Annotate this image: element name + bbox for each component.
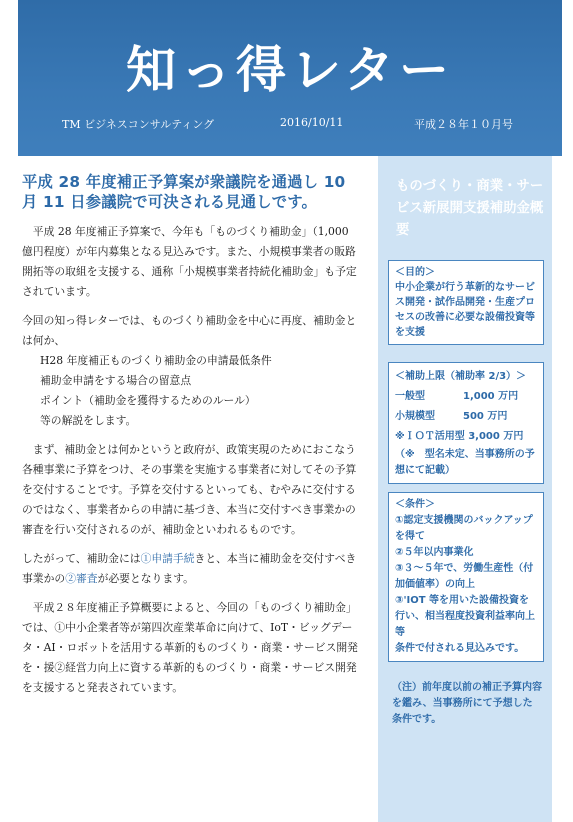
limit-label: 小規模型	[395, 411, 435, 422]
paragraph-4	[22, 549, 362, 589]
condition-item: ①認定支援機関のバックアップを得て	[395, 515, 533, 542]
limit-heading: ＜補助上限（補助率 2/3）＞	[395, 371, 527, 382]
issue-date: 2016/10/11	[280, 116, 344, 129]
limit-row-general	[395, 387, 537, 407]
conditions-heading: ＜条件＞	[395, 499, 435, 510]
paragraph-4-c: が必要となります。	[97, 572, 194, 585]
limit-iot: ※ＩＯＴ活用型 3,000 万円	[395, 431, 524, 442]
limit-value: 500 万円	[463, 411, 508, 422]
paragraph-4-b: きと、本当に補助金を交付すべき事業かの	[22, 552, 357, 585]
limit-value: 1,000 万円	[463, 391, 519, 402]
purpose-box	[388, 260, 544, 345]
condition-item: ③'IOT 等を用いた設備投資を行い、相当程度投資利益率向上等	[395, 595, 535, 638]
paragraph-2	[22, 311, 362, 431]
summary-sidebar	[378, 156, 552, 822]
sidebar-title: ものづくり・商業・サービス新展開支援補助金概要	[396, 179, 544, 238]
article-headline: 平成 28 年度補正予算案が衆議院を通過し 10 月 11 日参議院で可決される見通しです。	[22, 173, 346, 211]
topic-item-1: H28 年度補正ものづくり補助金の申請最低条件	[40, 354, 272, 367]
topic-item-2: 補助金申請をする場合の留意点	[40, 374, 192, 387]
condition-item: ②５年以内事業化	[395, 547, 474, 558]
conditions-box	[388, 492, 544, 662]
main-article	[22, 172, 362, 707]
issue-number: 平成２８年１０月号	[414, 118, 513, 131]
paragraph-4-a: したがって、補助金には	[22, 552, 141, 565]
condition-item: ③３～５年で、労働生産性（付加価値率）の向上	[395, 563, 534, 590]
paragraph-2-intro: 今回の知っ得レターでは、ものづくり補助金を中心に再度、補助金とは何か、	[22, 314, 357, 347]
purpose-text: 中小企業が行う革新的なサービス開発・試作品開発・生産プロセスの改善に必要な設備投資等を支援	[395, 282, 535, 338]
company-name: TM ビジネスコンサルティング	[62, 118, 215, 131]
condition-item: 条件で付される見込みです。	[395, 643, 525, 654]
limit-label: 一般型	[395, 391, 425, 402]
subsidy-limit-box	[388, 362, 544, 484]
topic-item-4: 等の解説をします。	[40, 414, 137, 427]
limit-row-small	[395, 407, 537, 427]
purpose-heading: ＜目的＞	[395, 267, 435, 278]
newsletter-title: 知っ得レター	[126, 40, 454, 99]
sidebar-footnote: （注）前年度以前の補正予算内容を鑑み、当事務所にて予想した条件です。	[392, 682, 542, 725]
highlight-review: ②審査	[65, 572, 98, 585]
highlight-application: ①申請手続	[140, 552, 195, 565]
paragraph-1: 平成 28 年度補正予算案で、今年も「ものづくり補助金」（1,000 億円程度）が年内募集となる見込みです。また、小規模事業者の販路開拓等の取組を支援する、通称「小規模事業者持続化補助金」も予定されています。	[22, 225, 357, 298]
topic-item-3: ポイント（補助金を獲得するためのルール）	[40, 394, 256, 407]
paragraph-5: 平成２８年度補正予算概要によると、今回の「ものづくり補助金」では、①中小企業者等が第四次産業革命に向けて、IoT・ビッグデータ・AI・ロボットを活用する革新的ものづくり・商業・サービス開発を・援②経営力向上に資する革新的ものづくり・商業・サービス開発を支援すると発表されています。	[22, 601, 358, 694]
paragraph-3: まず、補助金とは何かというと政府が、政策実現のためにおこなう各種事業に予算をつけ、その事業を実施する事業者に対してその予算を交付することです。予算を交付するといっても、むやみに交付するのではなく、事業者からの申請に基づき、本当に交付すべき事業かの審査を行い交付されるのが、補助金といわれるものです。	[22, 443, 357, 536]
limit-note: （※ 型名未定、当事務所の予想にて記載）	[395, 449, 535, 476]
newsletter-header	[18, 0, 562, 156]
